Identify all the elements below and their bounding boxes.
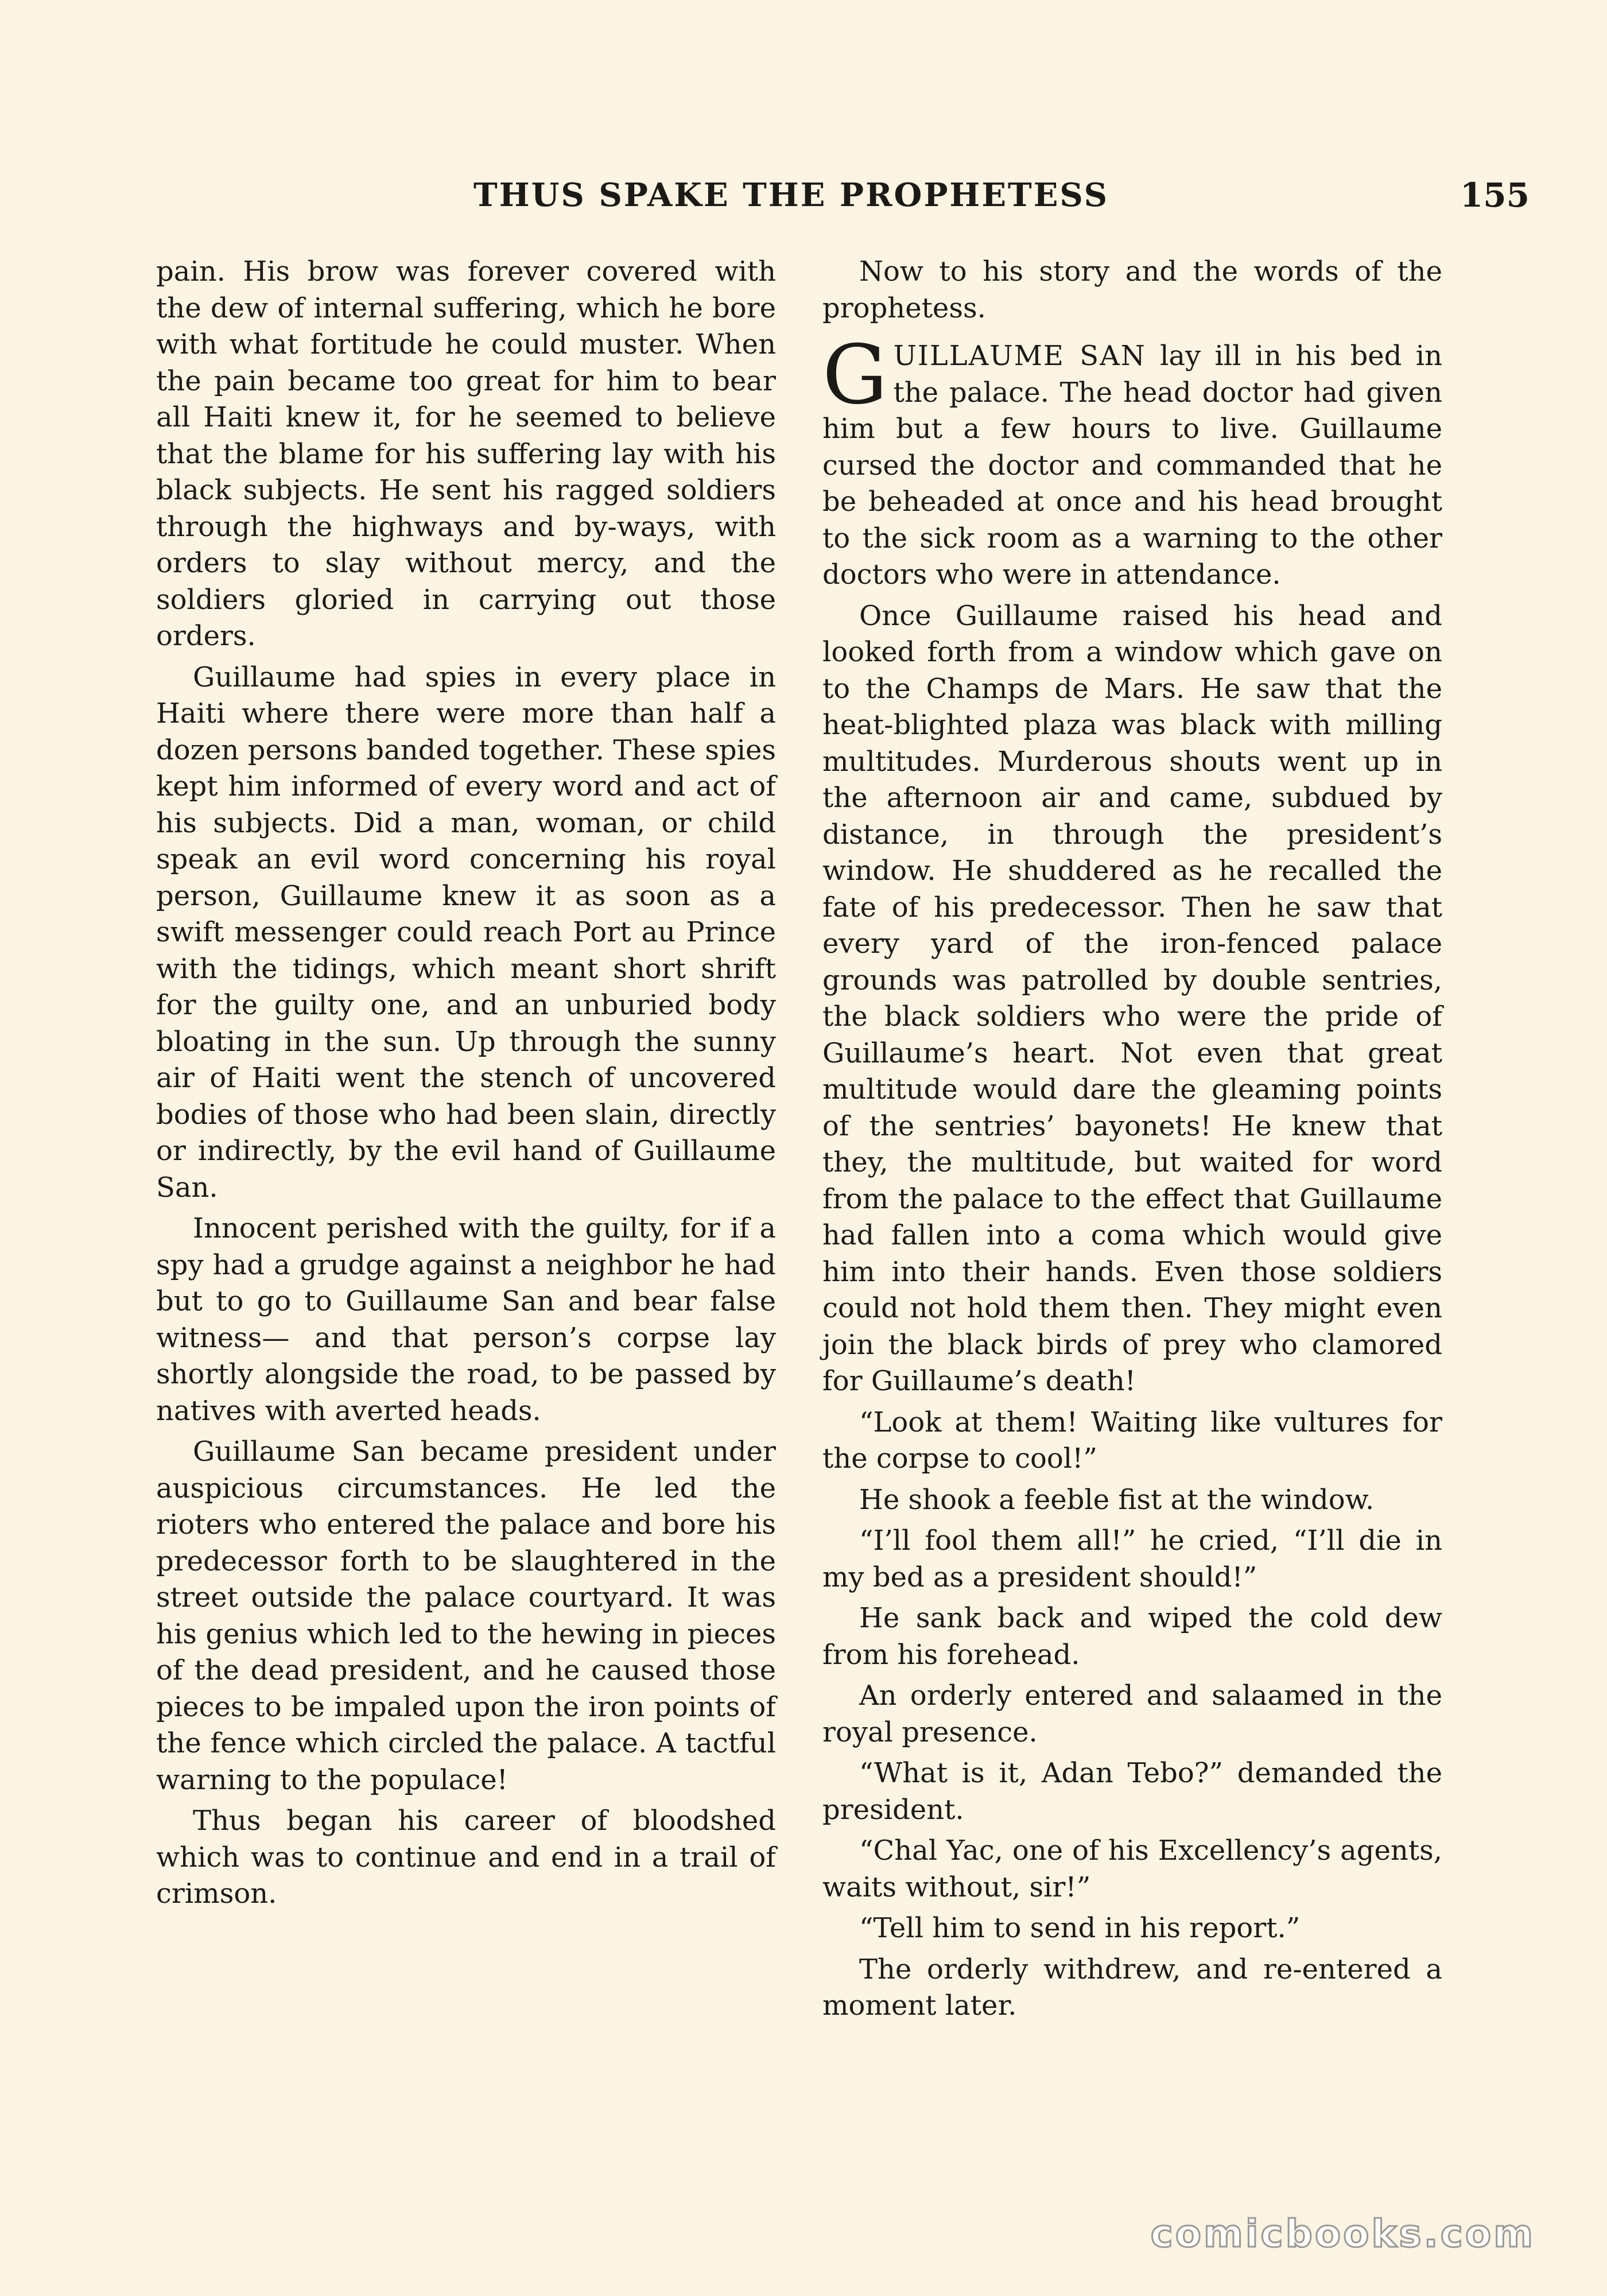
page-header (0, 169, 1607, 221)
page-number: 155 (1460, 176, 1530, 215)
paragraph: Innocent perished with the guilty, for if a spy had a grudge against a neighbor he had but to go to Guillaume San and bear false witness— and that person’s corpse lay shortly alongside the road, to be passed by natives with averted heads. (156, 1212, 776, 1427)
opening-caps: UILLAUME SAN (893, 340, 1146, 372)
opening-paragraph (822, 328, 1442, 594)
paragraph: pain. His brow was forever covered with the dew of internal suffering, which he bore with what fortitude he could muster. When the pain became too great for him to bear all Haiti knew it, for he seemed to believe that the blame for his suffering lay with his black subjects. He sent his ragged soldiers through the highways and by-ways, with orders to slay without mercy, and the soldiers gloried in carrying out those orders. (156, 255, 776, 652)
paragraph: An orderly entered and salaamed in the royal presence. (822, 1680, 1442, 1748)
paragraph: He sank back and wiped the cold dew from his forehead. (822, 1602, 1442, 1671)
opening-text: lay ill in his bed in the palace. The head doctor had given him but a few hours to live. Guillaume cursed the doctor and commanded that he be beheaded at once and his head brought to the sick room as a warning to the other doctors who were in attendance. (822, 340, 1442, 591)
paragraph: Guillaume San became president under auspicious circumstances. He led the rioters who entered the palace and bore his predecessor forth to be slaughtered in the street outside the palace courtyard. It was his genius which led to the hewing in pieces of the dead president, and he caused those pieces to be impaled upon the iron points of the fence which circled the palace. A tactful warning to the populace! (156, 1436, 776, 1796)
right-column (822, 254, 1442, 2029)
paragraph: “Chal Yac, one of his Excellency’s agents, waits without, sir!” (822, 1835, 1442, 1903)
intro-paragraph: Now to his story and the words of the prophetess. (822, 255, 1442, 324)
paragraph: Guillaume had spies in every place in Haiti where there were more than half a dozen persons banded together. These spies kept him informed of every word and act of his subjects. Did a man, woman, or child speak an evil word concerning his royal person, Guillaume knew it as soon as a swift messenger could reach Port au Prince with the tidings, which meant short shrift for the guilty one, and an unburied body bloating in the sun. Up through the sunny air of Haiti went the stench of uncovered bodies of those who had been slain, directly or indirectly, by the evil hand of Guillaume San. (156, 661, 776, 1204)
drop-cap: G (822, 328, 888, 422)
paragraph: “What is it, Adan Tebo?” demanded the president. (822, 1757, 1442, 1826)
paragraph: He shook a feeble fist at the window. (859, 1483, 1375, 1516)
paragraph: “Look at them! Waiting like vultures for the corpse to cool!” (822, 1406, 1442, 1475)
paragraph: The orderly withdrew, and re-entered a moment later. (822, 1953, 1442, 2022)
paragraph: “I’ll fool them all!” he cried, “I’ll die in my bed as a president should!” (822, 1525, 1442, 1593)
running-title: THUS SPAKE THE PROPHETESS (473, 176, 1109, 214)
watermark: comicbooks.com (1150, 2212, 1535, 2256)
left-column (156, 254, 776, 1917)
paragraph: Thus began his career of bloodshed which was to continue and end in a trail of crimson. (156, 1805, 776, 1910)
paragraph: Once Guillaume raised his head and looked forth from a window which gave on to the Champs de Mars. He saw that the heat-blighted plaza was black with milling multitudes. Murderous shouts went up in the afternoon air and came, subdued by distance, in through the president’s window. He shuddered as he recalled the fate of his predecessor. Then he saw that every yard of the iron-fenced palace grounds was patrolled by double sentries, the black soldiers who were the pride of Guillaume’s heart. Not even that great multitude would dare the gleaming points of the sentries’ bayonets! He knew that they, the multitude, but waited for word from the palace to the effect that Guillaume had fallen into a coma which would give him into their hands. Even those soldiers could not hold them then. They might even join the black birds of prey who clamored for Guillaume’s death! (822, 599, 1442, 1397)
paragraph: “Tell him to send in his report.” (859, 1912, 1301, 1944)
